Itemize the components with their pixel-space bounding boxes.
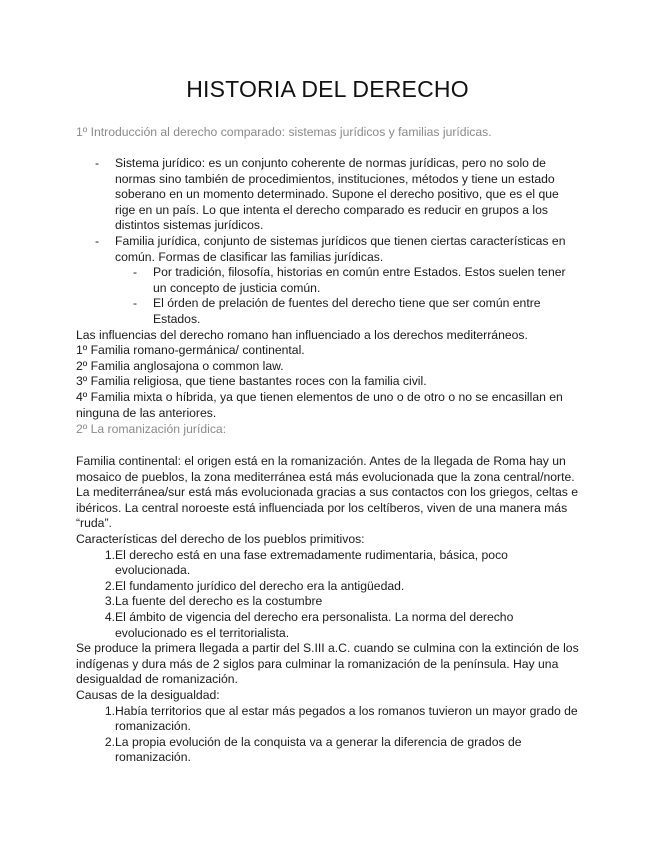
- numbered-item: [76, 594, 581, 610]
- list-text: El derecho está en una fase extremadamente rudimentaria, básica, poco evolucionada.: [115, 547, 508, 578]
- list-text: La fuente del derecho es la costumbre: [115, 594, 323, 609]
- bullet-text: Familia jurídica, conjunto de sistemas jurídicos que tienen ciertas características en común. Formas de clasificar las familias jurídicas.: [115, 233, 566, 264]
- numbered-item: [76, 735, 581, 766]
- bullet-text: Sistema jurídico: es un conjunto coherente de normas jurídicas, pero no solo de normas sino también de procedimientos, instituciones, métodos y tiene un estado soberano en un momento determinado. Supone el derecho positivo, que es el que rige en un país. Lo que intenta el derecho comparado es reducir en grupos a los distintos sistemas jurídicos.: [115, 156, 559, 233]
- numbered-item: [76, 548, 581, 579]
- list-text: El fundamento jurídico del derecho era la antigüedad.: [115, 578, 405, 593]
- text-line: 1º Familia romano-germánica/ continental.: [76, 343, 305, 358]
- list-number: 1.: [104, 703, 115, 718]
- dash-bullet-icon: -: [133, 296, 138, 311]
- numbered-item: [76, 704, 581, 735]
- list-text: Había territorios que al estar más pegados a los romanos tuvieron un mayor grado de romanización.: [115, 703, 578, 734]
- bullet-item: [76, 234, 581, 265]
- dash-bullet-icon: -: [133, 265, 138, 280]
- list-number: 2.: [104, 734, 115, 749]
- paragraph: Familia continental: el origen está en la romanización. Antes de la llegada de Roma hay un mosaico de pueblos, la zona mediterránea está más evolucionada que la zona central/norte. La mediterránea/sur está más evolucionada gracias a sus contactos con los griegos, celtas e ibéricos. La central noroeste está influenciada por los celtíberos, viven de una manera más “ruda”.: [76, 454, 578, 531]
- page-title: HISTORIA DEL DERECHO: [186, 76, 469, 102]
- bullet-item: [76, 156, 581, 234]
- list-number: 3.: [104, 594, 115, 609]
- sub-bullet-item: [76, 265, 581, 296]
- text-line: Las influencias del derecho romano han influenciado a los derechos mediterráneos.: [76, 327, 528, 342]
- list-number: 4.: [104, 609, 115, 624]
- section-heading-1: 1º Introducción al derecho comparado: sistemas jurídicos y familias jurídicas.: [76, 125, 492, 139]
- dash-bullet-icon: -: [95, 233, 100, 248]
- list-number: 1.: [104, 547, 115, 562]
- list-text: La propia evolución de la conquista va a generar la diferencia de grados de romanización.: [115, 734, 522, 765]
- dash-bullet-icon: -: [95, 156, 100, 170]
- section-2-body: [76, 454, 581, 766]
- numbered-item: [76, 579, 581, 595]
- sub-bullet-text: Por tradición, filosofía, historias en común entre Estados. Estos suelen tener un concepto de justicia común.: [153, 265, 566, 295]
- text-line: 3º Familia religiosa, que tiene bastantes roces con la familia civil.: [76, 374, 427, 389]
- sub-bullet-item: [76, 296, 581, 327]
- text-line: 4º Familia mixta o híbrida, ya que tienen elementos de uno o de otro o no se encasillan en ninguna de las anteriores.: [76, 389, 563, 420]
- list-number: 2.: [104, 578, 115, 593]
- text-line: 2º Familia anglosajona o common law.: [76, 358, 284, 373]
- list-intro: Características del derecho de los pueblos primitivos:: [76, 531, 365, 546]
- list-intro: Causas de la desigualdad:: [76, 687, 220, 702]
- section-heading-2: 2º La romanización jurídica:: [76, 422, 227, 436]
- numbered-item: [76, 610, 581, 641]
- paragraph: Se produce la primera llegada a partir del S.III a.C. cuando se culmina con la extinción de los indígenas y dura más de 2 siglos para culminar la romanización de la península. Hay una desigualdad de romanización.: [76, 641, 579, 687]
- list-text: El ámbito de vigencia del derecho era personalista. La norma del derecho evolucionado es el territorialista.: [115, 609, 514, 640]
- sub-bullet-text: El órden de prelación de fuentes del derecho tiene que ser común entre Estados.: [153, 296, 541, 326]
- section-1-body: [76, 156, 581, 421]
